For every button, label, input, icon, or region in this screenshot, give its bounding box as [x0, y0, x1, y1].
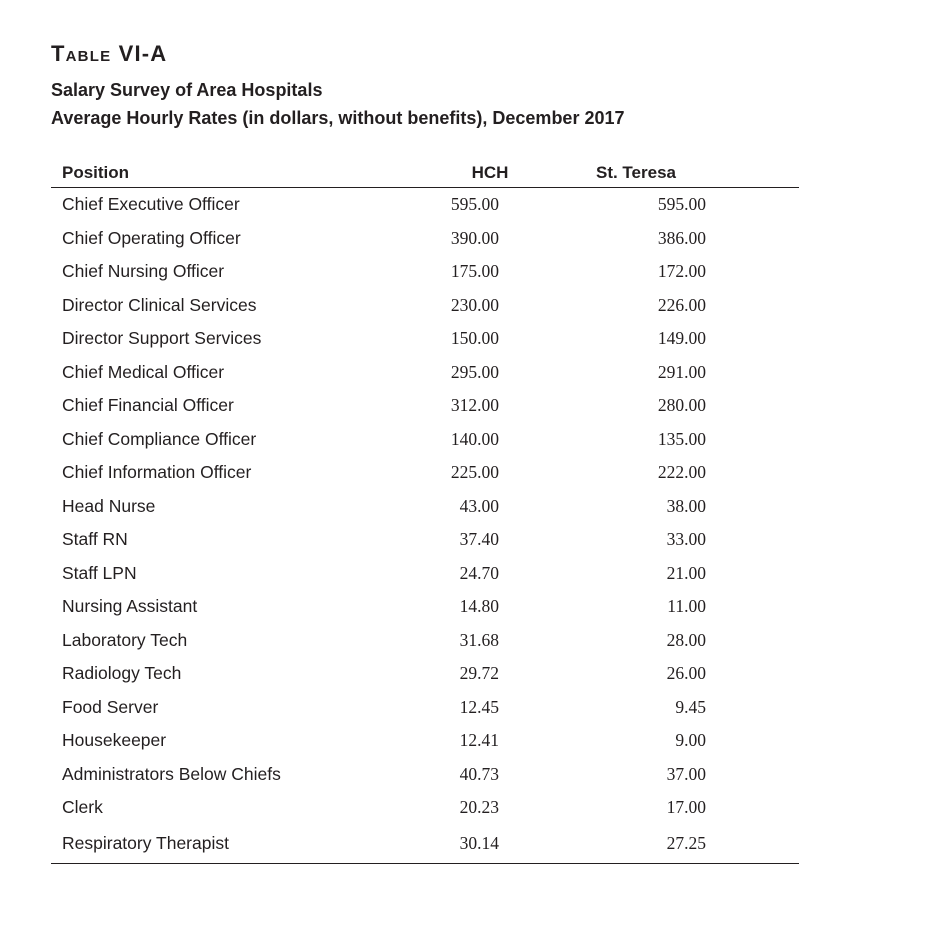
table-row [51, 188, 799, 222]
st-teresa-rate-cell [551, 490, 799, 524]
hch-rate-value: 140.00 [450, 428, 499, 449]
st-teresa-rate-value: 291.00 [657, 361, 706, 382]
table-row [51, 356, 799, 390]
position-cell: Head Nurse [62, 495, 156, 516]
table-row [51, 590, 799, 624]
table-row [51, 657, 799, 691]
position-cell: Laboratory Tech [62, 629, 188, 650]
table-row [51, 389, 799, 423]
table-row [51, 624, 799, 658]
hch-rate-value: 30.14 [459, 833, 499, 853]
hch-rate-cell [391, 389, 551, 423]
hch-rate-cell [391, 791, 551, 825]
hch-rate-cell [391, 188, 551, 222]
st-teresa-rate-cell [551, 523, 799, 557]
hch-rate-cell [391, 557, 551, 591]
hch-rate-cell [391, 523, 551, 557]
st-teresa-rate-cell [551, 389, 799, 423]
hch-rate-value: 43.00 [459, 495, 499, 516]
st-teresa-rate-cell [551, 188, 799, 222]
hch-rate-cell [391, 657, 551, 691]
table-subtitle: Salary Survey of Area Hospitals [51, 80, 323, 100]
table-title: Table VI-A [51, 41, 168, 66]
st-teresa-rate-cell [551, 724, 799, 758]
table-row [51, 557, 799, 591]
position-cell: Chief Executive Officer [62, 194, 240, 215]
st-teresa-rate-cell [551, 222, 799, 256]
table-header-row [51, 158, 799, 188]
st-teresa-rate-value: 33.00 [666, 529, 706, 550]
table-row [51, 791, 799, 825]
st-teresa-rate-value: 172.00 [657, 261, 706, 282]
table-caption: Average Hourly Rates (in dollars, without benefits), December 2017 [51, 108, 625, 128]
hch-rate-value: 12.41 [459, 730, 499, 751]
table-row [51, 289, 799, 323]
hch-rate-value: 595.00 [450, 194, 499, 215]
table-body [51, 188, 799, 864]
st-teresa-rate-cell [551, 624, 799, 658]
hch-rate-value: 12.45 [459, 696, 499, 717]
st-teresa-rate-value: 135.00 [657, 428, 706, 449]
position-cell: Respiratory Therapist [51, 825, 391, 864]
table-row [51, 523, 799, 557]
column-header-position: Position [51, 158, 391, 188]
position-cell: Chief Compliance Officer [62, 428, 257, 449]
hch-rate-cell [391, 624, 551, 658]
hch-rate-cell [391, 289, 551, 323]
st-teresa-rate-cell [551, 356, 799, 390]
position-cell: Radiology Tech [62, 663, 182, 684]
st-teresa-rate-value: 38.00 [666, 495, 706, 516]
hch-rate-cell [391, 423, 551, 457]
st-teresa-rate-cell [551, 691, 799, 725]
position-cell: Director Support Services [62, 328, 262, 349]
st-teresa-rate-cell [551, 289, 799, 323]
table-row [51, 222, 799, 256]
hch-rate-value: 14.80 [459, 596, 499, 617]
hch-rate-cell [391, 825, 551, 864]
position-cell: Food Server [62, 696, 159, 717]
st-teresa-rate-cell [551, 590, 799, 624]
st-teresa-rate-value: 149.00 [657, 328, 706, 349]
st-teresa-rate-cell [551, 322, 799, 356]
position-cell: Housekeeper [62, 730, 167, 751]
st-teresa-rate-cell [551, 657, 799, 691]
position-cell: Chief Medical Officer [62, 361, 225, 382]
st-teresa-rate-value: 17.00 [666, 797, 706, 818]
st-teresa-rate-value: 226.00 [657, 294, 706, 315]
st-teresa-rate-value: 595.00 [657, 194, 706, 215]
st-teresa-rate-cell [551, 557, 799, 591]
st-teresa-rate-value: 28.00 [666, 629, 706, 650]
hch-rate-value: 24.70 [459, 562, 499, 583]
st-teresa-rate-cell [551, 456, 799, 490]
st-teresa-rate-cell [551, 825, 799, 864]
hch-rate-cell [391, 758, 551, 792]
st-teresa-rate-value: 222.00 [657, 462, 706, 483]
table-row [51, 825, 799, 864]
hch-rate-value: 390.00 [450, 227, 499, 248]
hch-rate-value: 230.00 [450, 294, 499, 315]
table-row [51, 423, 799, 457]
hch-rate-value: 31.68 [459, 629, 499, 650]
hch-rate-cell [391, 456, 551, 490]
table-row [51, 322, 799, 356]
position-cell: Chief Information Officer [62, 462, 252, 483]
position-cell: Chief Operating Officer [62, 227, 241, 248]
position-cell: Staff RN [62, 529, 128, 550]
st-teresa-rate-cell [551, 423, 799, 457]
column-header-st-teresa: St. Teresa [551, 158, 799, 188]
st-teresa-rate-value: 9.00 [675, 730, 706, 751]
table-row [51, 691, 799, 725]
hch-rate-value: 312.00 [450, 395, 499, 416]
position-cell: Director Clinical Services [62, 294, 257, 315]
salary-table-section [51, 40, 799, 864]
position-cell: Chief Nursing Officer [62, 261, 225, 282]
hch-rate-value: 20.23 [459, 797, 499, 818]
st-teresa-rate-cell [551, 791, 799, 825]
table-row [51, 456, 799, 490]
hch-rate-value: 150.00 [450, 328, 499, 349]
table-row [51, 758, 799, 792]
st-teresa-rate-value: 26.00 [666, 663, 706, 684]
st-teresa-rate-value: 21.00 [666, 562, 706, 583]
table-row [51, 490, 799, 524]
position-cell: Chief Financial Officer [62, 395, 234, 416]
position-cell: Nursing Assistant [62, 596, 198, 617]
hch-rate-value: 37.40 [459, 529, 499, 550]
st-teresa-rate-cell [551, 255, 799, 289]
st-teresa-rate-value: 11.00 [667, 596, 706, 617]
hch-rate-value: 295.00 [450, 361, 499, 382]
hch-rate-cell [391, 691, 551, 725]
hch-rate-cell [391, 590, 551, 624]
st-teresa-rate-value: 37.00 [666, 763, 706, 784]
salary-table [51, 158, 799, 864]
hch-rate-value: 175.00 [450, 261, 499, 282]
st-teresa-rate-cell [551, 758, 799, 792]
st-teresa-rate-value: 280.00 [657, 395, 706, 416]
hch-rate-cell [391, 255, 551, 289]
hch-rate-cell [391, 490, 551, 524]
table-row [51, 724, 799, 758]
hch-rate-value: 29.72 [459, 663, 499, 684]
hch-rate-value: 40.73 [459, 763, 499, 784]
st-teresa-rate-value: 386.00 [657, 227, 706, 248]
position-cell: Administrators Below Chiefs [62, 763, 281, 784]
hch-rate-cell [391, 724, 551, 758]
st-teresa-rate-value: 27.25 [666, 833, 706, 853]
hch-rate-cell [391, 356, 551, 390]
position-cell: Staff LPN [62, 562, 137, 583]
hch-rate-value: 225.00 [450, 462, 499, 483]
hch-rate-cell [391, 222, 551, 256]
position-cell: Clerk [62, 797, 103, 818]
hch-rate-cell [391, 322, 551, 356]
column-header-hch: HCH [391, 158, 551, 188]
table-row [51, 255, 799, 289]
st-teresa-rate-value: 9.45 [675, 696, 706, 717]
